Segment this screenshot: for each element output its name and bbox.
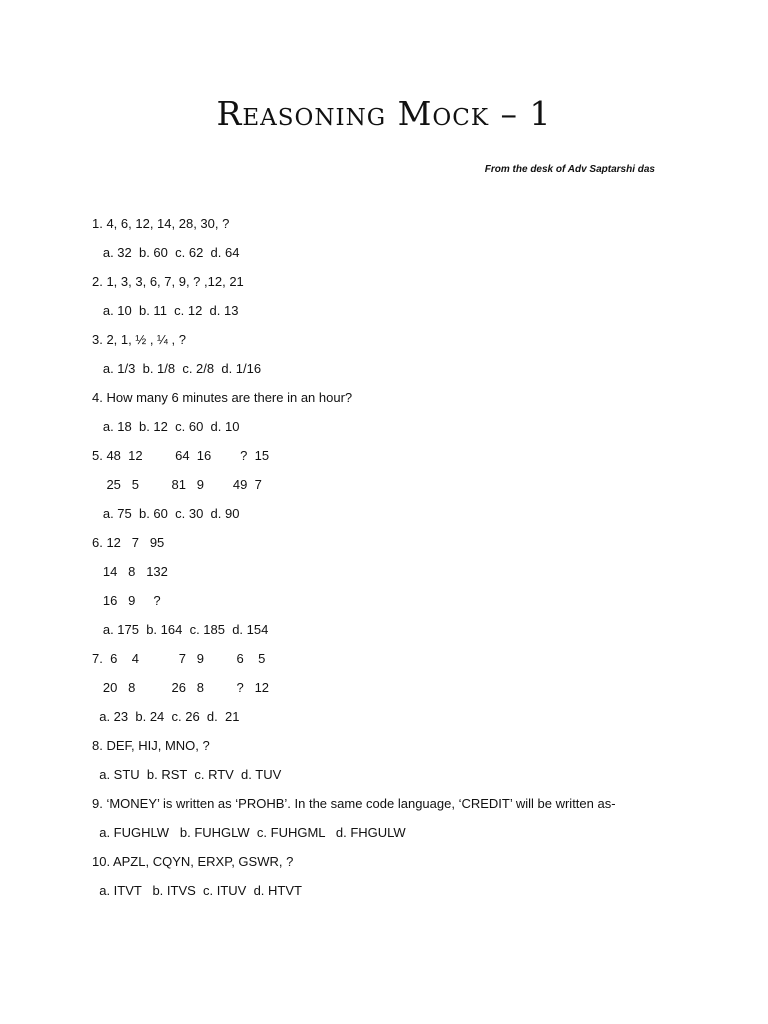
question-8-options: a. STU b. RST c. RTV d. TUV [92, 767, 282, 782]
question-6-options: a. 175 b. 164 c. 185 d. 154 [92, 622, 269, 637]
question-7-row-2: 20 8 26 8 ? 12 [92, 680, 270, 695]
question-6-row-2: 14 8 132 [92, 564, 168, 579]
question-1-options: a. 32 b. 60 c. 62 d. 64 [92, 245, 240, 260]
question-5-options: a. 75 b. 60 c. 30 d. 90 [92, 506, 240, 521]
question-5: 5. 48 12 64 16 ? 15 [92, 448, 270, 463]
question-2: 2. 1, 3, 3, 6, 7, 9, ? ,12, 21 [92, 274, 244, 289]
question-6: 6. 12 7 95 [92, 535, 165, 550]
question-2-options: a. 10 b. 11 c. 12 d. 13 [92, 303, 239, 318]
question-9-options: a. FUGHLW b. FUHGLW c. FUHGML d. FHGULW [92, 825, 406, 840]
question-1: 1. 4, 6, 12, 14, 28, 30, ? [92, 216, 230, 231]
question-7: 7. 6 4 7 9 6 5 [92, 651, 266, 666]
question-3-options: a. 1/3 b. 1/8 c. 2/8 d. 1/16 [92, 361, 262, 376]
author-byline: From the desk of Adv Saptarshi das [484, 164, 655, 175]
question-7-options: a. 23 b. 24 c. 26 d. 21 [92, 709, 240, 724]
question-9: 9. ‘MONEY’ is written as ‘PROHB’. In the same code language, ‘CREDIT’ will be written as- [92, 796, 616, 811]
question-5-row-2: 25 5 81 9 49 7 [92, 477, 262, 492]
question-10: 10. APZL, CQYN, ERXP, GSWR, ? [92, 854, 294, 869]
question-3: 3. 2, 1, ½ , ¼ , ? [92, 332, 186, 347]
question-4: 4. How many 6 minutes are there in an hour? [92, 390, 353, 405]
question-4-options: a. 18 b. 12 c. 60 d. 10 [92, 419, 240, 434]
question-10-options: a. ITVT b. ITVS c. ITUV d. HTVT [92, 883, 302, 898]
question-8: 8. DEF, HIJ, MNO, ? [92, 738, 210, 753]
question-6-row-3: 16 9 ? [92, 593, 161, 608]
page-title: Reasoning Mock – 1 [216, 94, 552, 133]
